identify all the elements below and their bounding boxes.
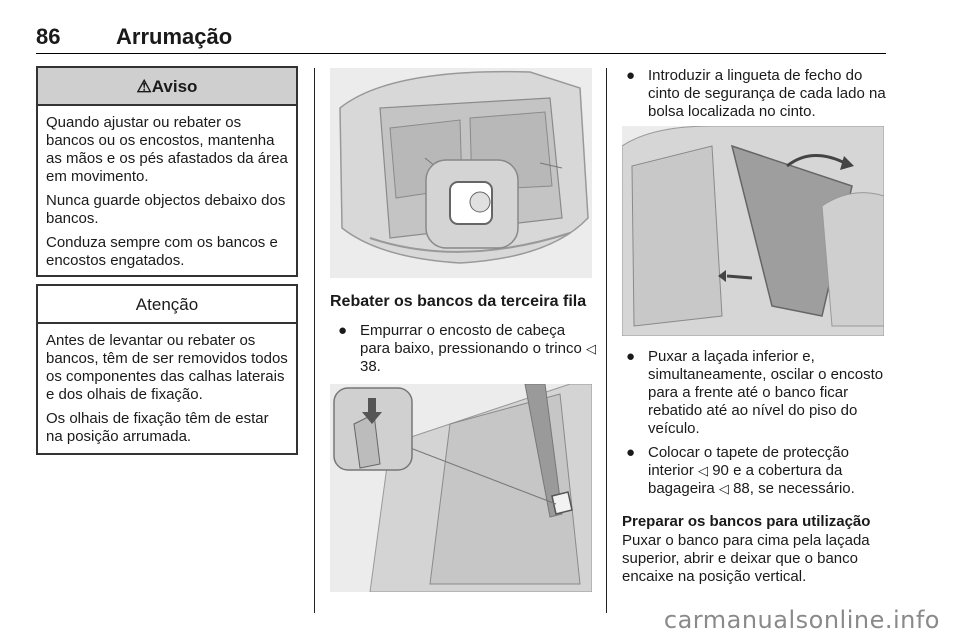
list-item bbox=[624, 444, 894, 498]
bullet-text: Colocar o tapete de protecção interior bbox=[648, 444, 849, 479]
page-reference-icon: ◁ bbox=[698, 463, 709, 478]
caution-box bbox=[36, 284, 298, 455]
page-number: 86 bbox=[36, 24, 61, 49]
warning-paragraph: Nunca guarde objectos debaixo dos bancos. bbox=[46, 192, 286, 227]
bullet-icon: ● bbox=[626, 348, 636, 365]
warning-box-title: Aviso bbox=[151, 77, 198, 96]
bullet-icon: ● bbox=[626, 444, 636, 461]
bullet-text: Empurrar o encosto de cabeça para baixo, pressionando o trinco bbox=[360, 322, 582, 357]
page-header bbox=[36, 24, 886, 54]
bullet-text: Introduzir a lingueta de fecho do cinto de segurança de cada lado na bolsa localizada no cinto. bbox=[648, 67, 886, 120]
figure-seat-folding bbox=[622, 126, 884, 336]
page-reference-icon: ◁ bbox=[585, 341, 596, 356]
bullet-text: Puxar a laçada inferior e, simultaneamente, oscilar o encosto para a frente até o banco ficar rebatido até ao nível do piso do veículo. bbox=[648, 348, 884, 437]
list-item bbox=[624, 348, 894, 438]
caution-box-header: Atenção bbox=[38, 286, 296, 324]
section-heading-prepare-seats: Preparar os bancos para utilização bbox=[622, 513, 871, 530]
column-divider-left bbox=[314, 68, 315, 613]
page-reference: 38. bbox=[360, 358, 381, 375]
figure-trunk-rear-view bbox=[330, 68, 592, 278]
warning-box-header bbox=[38, 68, 296, 106]
column-divider-right bbox=[606, 68, 607, 613]
list-item bbox=[624, 67, 894, 121]
caution-box-body bbox=[38, 324, 296, 456]
page-reference-icon: ◁ bbox=[718, 481, 729, 496]
bullet-text: e a cobertura da bagageira bbox=[648, 462, 843, 497]
warning-box bbox=[36, 66, 298, 277]
caution-paragraph: Antes de levantar ou rebater os bancos, têm de ser removidos todos os componentes das calhas laterais e dos olhais de fixação. bbox=[46, 332, 288, 403]
bullet-icon: ● bbox=[626, 67, 636, 84]
page-reference: 88, se necessário. bbox=[733, 480, 855, 497]
caution-paragraph: Os olhais de fixação têm de estar na posição arrumada. bbox=[46, 410, 269, 445]
warning-box-body bbox=[38, 106, 296, 280]
list-item bbox=[336, 322, 598, 376]
figure-seatbelt-headrest bbox=[330, 384, 592, 592]
page-title: Arrumação bbox=[116, 24, 233, 49]
prepare-seats-text: Puxar o banco para cima pela laçada superior, abrir e deixar que o banco encaixe na posição vertical. bbox=[622, 532, 870, 585]
warning-triangle-icon: ⚠ bbox=[136, 77, 152, 96]
page-reference: 90 bbox=[712, 462, 729, 479]
warning-paragraph: Quando ajustar ou rebater os bancos ou os encostos, mantenha as mãos e os pés afastados da área em movimento. bbox=[46, 114, 288, 185]
bullet-icon: ● bbox=[338, 322, 348, 339]
warning-paragraph: Conduza sempre com os bancos e encostos engatados. bbox=[46, 234, 278, 269]
section-heading-fold-third-row: Rebater os bancos da terceira fila bbox=[330, 293, 587, 310]
watermark: carmanualsonline.info bbox=[663, 606, 940, 634]
